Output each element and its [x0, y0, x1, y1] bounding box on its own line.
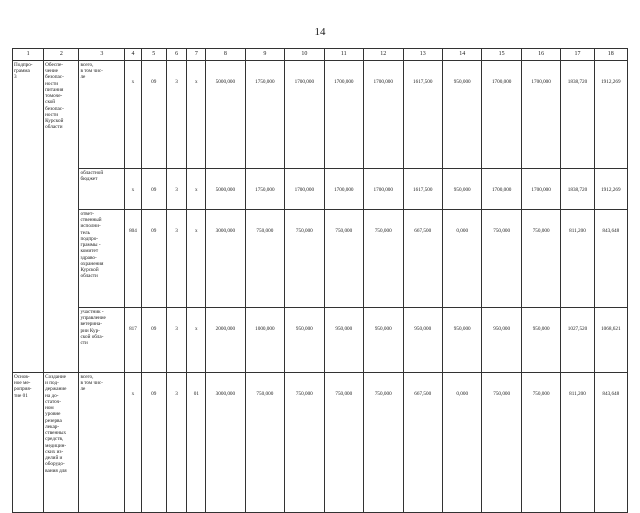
value-cell: 09: [141, 373, 166, 513]
value-cell: х: [125, 169, 142, 210]
value-cell: х: [187, 308, 206, 373]
value-cell: 811,200: [561, 210, 594, 308]
value-cell: 1838,720: [561, 169, 594, 210]
column-number-cell: 18: [594, 49, 627, 61]
value-cell: 1027,520: [561, 308, 594, 373]
value-cell: 1700,000: [521, 169, 560, 210]
value-cell: 5000,000: [206, 169, 245, 210]
value-cell: 950,000: [442, 61, 481, 169]
column-number-cell: 1: [13, 49, 44, 61]
table-row: [13, 210, 628, 308]
value-cell: 950,000: [364, 308, 403, 373]
column-number-cell: 6: [166, 49, 187, 61]
value-cell: 750,000: [482, 210, 521, 308]
value-cell: 1838,720: [561, 61, 594, 169]
value-cell: 1750,000: [245, 61, 284, 169]
value-cell: 01: [187, 373, 206, 513]
value-cell: 1912,269: [594, 61, 627, 169]
value-cell: 1750,000: [245, 169, 284, 210]
value-cell: 3: [166, 61, 187, 169]
value-cell: х: [125, 61, 142, 169]
value-cell: 3000,000: [206, 373, 245, 513]
value-cell: 1617,500: [403, 61, 442, 169]
value-cell: 3: [166, 308, 187, 373]
column-number-cell: 10: [285, 49, 324, 61]
value-cell: 1700,000: [324, 61, 363, 169]
value-cell: 750,000: [364, 210, 403, 308]
value-cell: 750,000: [245, 373, 284, 513]
value-cell: 804: [125, 210, 142, 308]
value-cell: 667,500: [403, 210, 442, 308]
value-cell: 3: [166, 373, 187, 513]
column-number-cell: 14: [442, 49, 481, 61]
value-cell: 950,000: [442, 169, 481, 210]
column-number-cell: 12: [364, 49, 403, 61]
label-cell: всего, в том чис- ле: [79, 373, 125, 513]
value-cell: 750,000: [521, 210, 560, 308]
value-cell: 817: [125, 308, 142, 373]
value-cell: 5000,000: [206, 61, 245, 169]
value-cell: 750,000: [364, 373, 403, 513]
table-row: [13, 373, 628, 513]
value-cell: х: [125, 373, 142, 513]
label-cell: Подпро- грамма 3: [13, 61, 44, 373]
value-cell: 843,648: [594, 373, 627, 513]
column-number-cell: 4: [125, 49, 142, 61]
label-cell: областной бюджет: [79, 169, 125, 210]
column-number-cell: 7: [187, 49, 206, 61]
value-cell: 1700,000: [324, 169, 363, 210]
value-cell: 1617,500: [403, 169, 442, 210]
label-cell: всего, в том чис- ле: [79, 61, 125, 169]
column-number-cell: 2: [44, 49, 79, 61]
value-cell: 750,000: [521, 373, 560, 513]
label-cell: Создание и под- держание на до- статоч- ном уровне резерва лекар- ственных средств, медицин- ских из- делий и оборудо- вания для: [44, 373, 79, 513]
header-row: [13, 49, 628, 61]
value-cell: 1068,621: [594, 308, 627, 373]
column-number-cell: 17: [561, 49, 594, 61]
value-cell: 750,000: [324, 373, 363, 513]
column-number-cell: 3: [79, 49, 125, 61]
value-cell: 750,000: [482, 373, 521, 513]
value-cell: 811,200: [561, 373, 594, 513]
value-cell: 09: [141, 61, 166, 169]
value-cell: 950,000: [482, 308, 521, 373]
page-number: 14: [314, 26, 326, 38]
value-cell: 1700,000: [364, 169, 403, 210]
value-cell: х: [187, 61, 206, 169]
value-cell: 750,000: [285, 373, 324, 513]
value-cell: 750,000: [324, 210, 363, 308]
column-number-cell: 9: [245, 49, 284, 61]
budget-table: [12, 48, 628, 513]
value-cell: 1700,000: [285, 61, 324, 169]
value-cell: 750,000: [285, 210, 324, 308]
label-cell: участник - управление ветерина- рии Кур- ской обла- сти: [79, 308, 125, 373]
table-row: [13, 61, 628, 169]
value-cell: 3: [166, 169, 187, 210]
value-cell: 1700,000: [521, 61, 560, 169]
value-cell: 1000,000: [245, 308, 284, 373]
value-cell: 950,000: [285, 308, 324, 373]
value-cell: 843,648: [594, 210, 627, 308]
value-cell: 950,000: [324, 308, 363, 373]
value-cell: 950,000: [403, 308, 442, 373]
column-number-cell: 13: [403, 49, 442, 61]
column-number-cell: 5: [141, 49, 166, 61]
label-cell: Обеспе- чение безопас- ности питания томоче- ской безопас- ности Курской области: [44, 61, 79, 373]
value-cell: 1700,000: [285, 169, 324, 210]
value-cell: 09: [141, 308, 166, 373]
column-number-cell: 8: [206, 49, 245, 61]
value-cell: 3000,000: [206, 210, 245, 308]
value-cell: 950,000: [521, 308, 560, 373]
value-cell: х: [187, 169, 206, 210]
value-cell: 1700,000: [482, 169, 521, 210]
value-cell: 09: [141, 169, 166, 210]
value-cell: 750,000: [245, 210, 284, 308]
value-cell: 0,000: [442, 210, 481, 308]
value-cell: 667,500: [403, 373, 442, 513]
value-cell: 1700,000: [364, 61, 403, 169]
column-number-cell: 11: [324, 49, 363, 61]
column-number-cell: 16: [521, 49, 560, 61]
value-cell: 1700,000: [482, 61, 521, 169]
table-row: [13, 308, 628, 373]
table-row: [13, 169, 628, 210]
column-number-cell: 15: [482, 49, 521, 61]
label-cell: Основ- ное ме- роприя- тие 01: [13, 373, 44, 513]
value-cell: 09: [141, 210, 166, 308]
value-cell: 3: [166, 210, 187, 308]
value-cell: 0,000: [442, 373, 481, 513]
value-cell: 2000,000: [206, 308, 245, 373]
value-cell: 950,000: [442, 308, 481, 373]
value-cell: 1912,269: [594, 169, 627, 210]
label-cell: ответ- ственный исполни- тель подпро- граммы - комитет здраво- охранения Курской области: [79, 210, 125, 308]
value-cell: х: [187, 210, 206, 308]
